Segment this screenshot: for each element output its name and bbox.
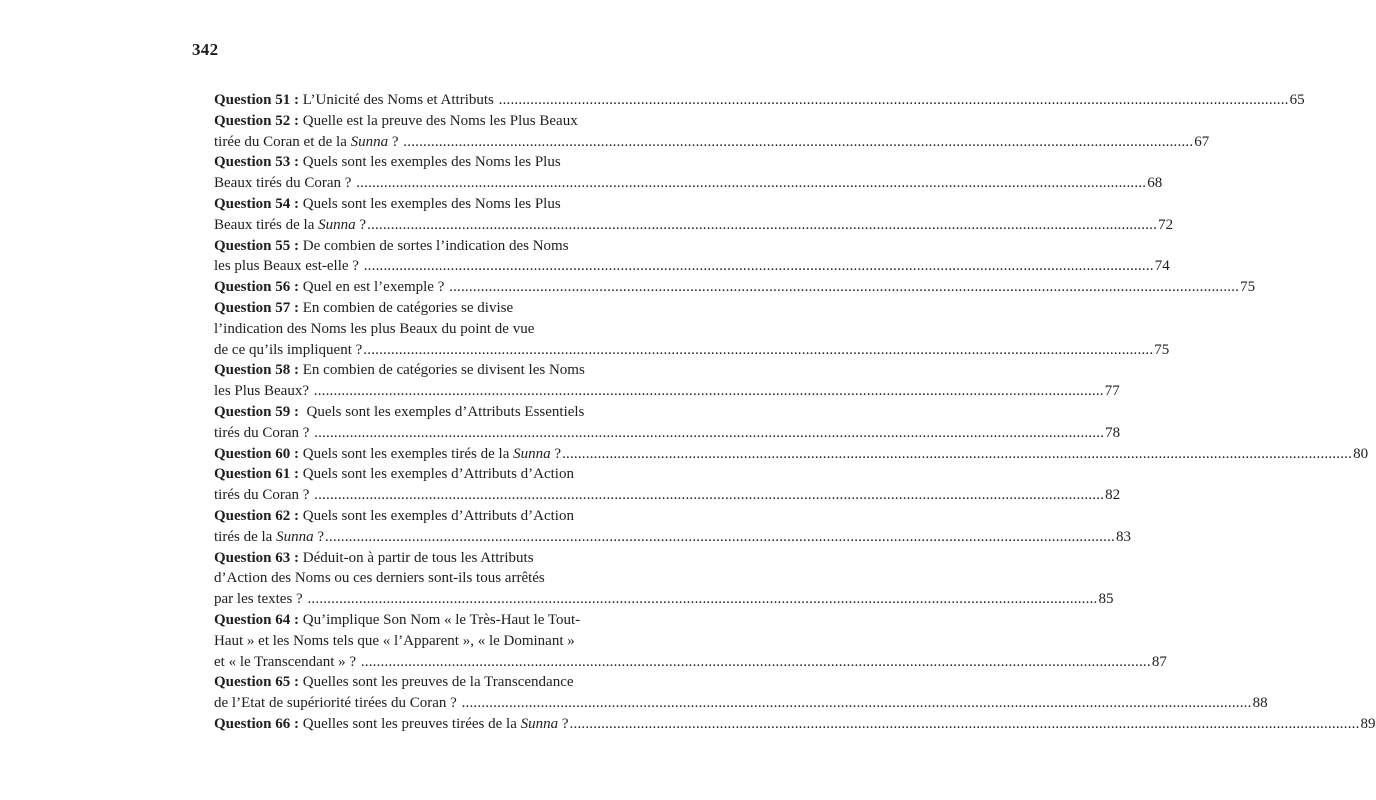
toc-entry-line: [214, 464, 625, 485]
question-label: Question 64 :: [214, 611, 300, 628]
question-label: Question 59 :: [214, 403, 300, 420]
title-italic-text: Sunna: [318, 216, 356, 233]
toc-entry-line: [214, 152, 625, 173]
toc-entry-line: [214, 90, 1305, 111]
toc-entry-line: [214, 173, 1163, 194]
question-label: Question 58 :: [214, 362, 300, 379]
toc-entry-line: [214, 631, 625, 652]
dot-leader: ........................................................................................................................................................................................................: [313, 383, 1104, 400]
toc-entry: [214, 402, 1121, 444]
title-text: ?: [313, 528, 324, 545]
dot-leader: ........................................................................................................................................................................................................: [449, 279, 1240, 296]
title-text: d’Action des Noms ou ces derniers sont-ils tous arrêtés: [214, 570, 545, 587]
toc-entry-line: [214, 215, 1174, 236]
question-label: Question 65 :: [214, 674, 300, 691]
title-text: de ce qu’ils impliquent ?: [214, 341, 363, 358]
page-reference: 82: [1105, 487, 1121, 504]
dot-leader: ........................................................................................................................................................................................................: [356, 175, 1147, 192]
toc-entry-line: [214, 423, 1121, 444]
dot-leader: ........................................................................................................................................................................................................: [324, 528, 1115, 545]
title-text: Beaux tirés du Coran ?: [214, 175, 356, 192]
page-reference: 65: [1289, 92, 1305, 108]
title-text: Quels sont les exemples tirés de la: [299, 445, 514, 462]
title-italic-text: Sunna: [350, 133, 389, 150]
toc-entry-line: [214, 111, 625, 132]
toc-entry-line: [214, 568, 625, 589]
title-text: tirée du Coran et de la: [214, 133, 351, 150]
toc-entry: [214, 194, 1174, 236]
title-text: Beaux tirés de la: [214, 216, 319, 233]
page-reference: 89: [1360, 715, 1376, 732]
toc-entry: [214, 464, 1121, 506]
toc-entry-line: [214, 548, 625, 569]
toc-entry: [214, 360, 1120, 402]
table-of-contents: [214, 90, 1376, 735]
page-reference: 77: [1104, 383, 1120, 400]
title-text: les plus Beaux est-elle ?: [214, 258, 363, 275]
title-text: Déduit-on à partir de tous les Attributs: [299, 549, 534, 566]
title-italic-text: Sunna: [520, 715, 559, 732]
toc-entry: [214, 672, 1268, 714]
question-label: Question 53 :: [214, 154, 300, 171]
title-text: l’indication des Noms les plus Beaux du point de vue: [214, 320, 535, 337]
toc-entry-line: [214, 194, 625, 215]
question-label: Question 63 :: [214, 549, 300, 566]
question-label: Question 51 :: [214, 92, 300, 108]
page-reference: 74: [1154, 258, 1170, 275]
question-label: Question 60 :: [214, 445, 300, 462]
toc-entry-line: [214, 444, 1369, 465]
toc-entry-line: [214, 589, 1114, 610]
toc-entry: [214, 111, 1210, 153]
dot-leader: ........................................................................................................................................................................................................: [569, 715, 1360, 732]
question-label: Question 62 :: [214, 507, 300, 524]
title-text: Quelles sont les preuves tirées de la: [299, 715, 521, 732]
toc-entry: [214, 610, 1167, 672]
toc-entry-line: [214, 693, 1268, 714]
dot-leader: ........................................................................................................................................................................................................: [461, 695, 1252, 712]
title-text: les Plus Beaux?: [214, 383, 313, 400]
toc-entry: [214, 548, 1114, 610]
title-text: En combien de catégories se divise: [299, 299, 514, 316]
toc-entry-line: [214, 652, 1167, 673]
dot-leader: ........................................................................................................................................................................................................: [360, 653, 1151, 670]
toc-entry-line: [214, 381, 1120, 402]
dot-leader: ........................................................................................................................................................................................................: [498, 92, 1289, 108]
title-text: ?: [355, 216, 367, 233]
page-reference: 75: [1154, 341, 1170, 358]
dot-leader: ........................................................................................................................................................................................................: [307, 591, 1098, 608]
toc-entry-line: [214, 277, 1256, 298]
title-text: L’Unicité des Noms et Attributs: [299, 92, 498, 108]
dot-leader: ........................................................................................................................................................................................................: [363, 341, 1154, 358]
dot-leader: ........................................................................................................................................................................................................: [314, 487, 1105, 504]
title-text: Quels sont les exemples des Noms les Plus: [299, 195, 561, 212]
question-label: Question 54 :: [214, 195, 300, 212]
title-text: tirés du Coran ?: [214, 487, 314, 504]
title-text: ?: [388, 133, 403, 150]
title-text: Quels sont les exemples d’Attributs Essentiels: [299, 403, 585, 420]
page-number: 342: [192, 40, 219, 59]
page-reference: 68: [1147, 175, 1163, 192]
toc-entry-line: [214, 402, 625, 423]
toc-entry: [214, 506, 1131, 548]
title-text: Quel en est l’exemple ?: [299, 279, 449, 296]
page-reference: 88: [1252, 695, 1268, 712]
toc-entry-line: [214, 298, 625, 319]
page-reference: 78: [1105, 424, 1121, 441]
title-text: ?: [558, 715, 569, 732]
title-italic-text: Sunna: [276, 528, 314, 545]
question-label: Question 66 :: [214, 715, 300, 732]
title-text: et « le Transcendant » ?: [214, 653, 360, 670]
toc-entry: [214, 714, 1376, 735]
page-reference: 83: [1115, 528, 1131, 545]
dot-leader: ........................................................................................................................................................................................................: [314, 424, 1105, 441]
page-reference: 85: [1098, 591, 1114, 608]
page-reference: 87: [1151, 653, 1167, 670]
toc-entry-line: [214, 340, 1170, 361]
toc-entry-line: [214, 256, 1170, 277]
toc-entry: [214, 277, 1256, 298]
title-text: par les textes ?: [214, 591, 307, 608]
page-reference: 72: [1158, 216, 1174, 233]
title-text: Quels sont les exemples d’Attributs d’Action: [299, 507, 574, 524]
toc-entry: [214, 236, 1170, 278]
title-text: tirés de la: [214, 528, 277, 545]
toc-entry-line: [214, 319, 625, 340]
title-text: Quels sont les exemples des Noms les Plus: [299, 154, 561, 171]
toc-entry: [214, 444, 1369, 465]
toc-entry: [214, 298, 1170, 360]
toc-entry-line: [214, 485, 1121, 506]
title-text: ?: [550, 445, 562, 462]
toc-entry-line: [214, 672, 625, 693]
question-label: Question 55 :: [214, 237, 300, 254]
toc-entry-line: [214, 610, 625, 631]
question-label: Question 56 :: [214, 279, 300, 296]
dot-leader: ........................................................................................................................................................................................................: [562, 445, 1353, 462]
dot-leader: ........................................................................................................................................................................................................: [363, 258, 1154, 275]
title-text: tirés du Coran ?: [214, 424, 314, 441]
title-text: De combien de sortes l’indication des Noms: [299, 237, 569, 254]
toc-entry-line: [214, 527, 1131, 548]
dot-leader: ........................................................................................................................................................................................................: [403, 133, 1194, 150]
toc-entry-line: [214, 132, 1210, 153]
title-text: Qu’implique Son Nom « le Très-Haut le Tout-: [299, 611, 581, 628]
toc-entry: [214, 152, 1163, 194]
title-text: Quelles sont les preuves de la Transcendance: [299, 674, 574, 691]
title-text: Haut » et les Noms tels que « l’Apparent », « le Dominant »: [214, 632, 575, 649]
title-text: de l’Etat de supériorité tirées du Coran ?: [214, 695, 461, 712]
toc-entry-line: [214, 506, 625, 527]
toc-entry-line: [214, 360, 625, 381]
title-text: Quels sont les exemples d’Attributs d’Action: [299, 466, 574, 483]
page-reference: 67: [1194, 133, 1210, 150]
page-reference: 75: [1240, 279, 1256, 296]
toc-entry-line: [214, 236, 625, 257]
title-text: En combien de catégories se divisent les Noms: [299, 362, 585, 379]
title-text: Quelle est la preuve des Noms les Plus Beaux: [299, 112, 578, 129]
title-italic-text: Sunna: [513, 445, 551, 462]
dot-leader: ........................................................................................................................................................................................................: [367, 216, 1158, 233]
question-label: Question 52 :: [214, 112, 300, 129]
question-label: Question 61 :: [214, 466, 300, 483]
page-reference: 80: [1353, 445, 1369, 462]
toc-entry-line: [214, 714, 1376, 735]
question-label: Question 57 :: [214, 299, 300, 316]
toc-entry: [214, 90, 1305, 111]
